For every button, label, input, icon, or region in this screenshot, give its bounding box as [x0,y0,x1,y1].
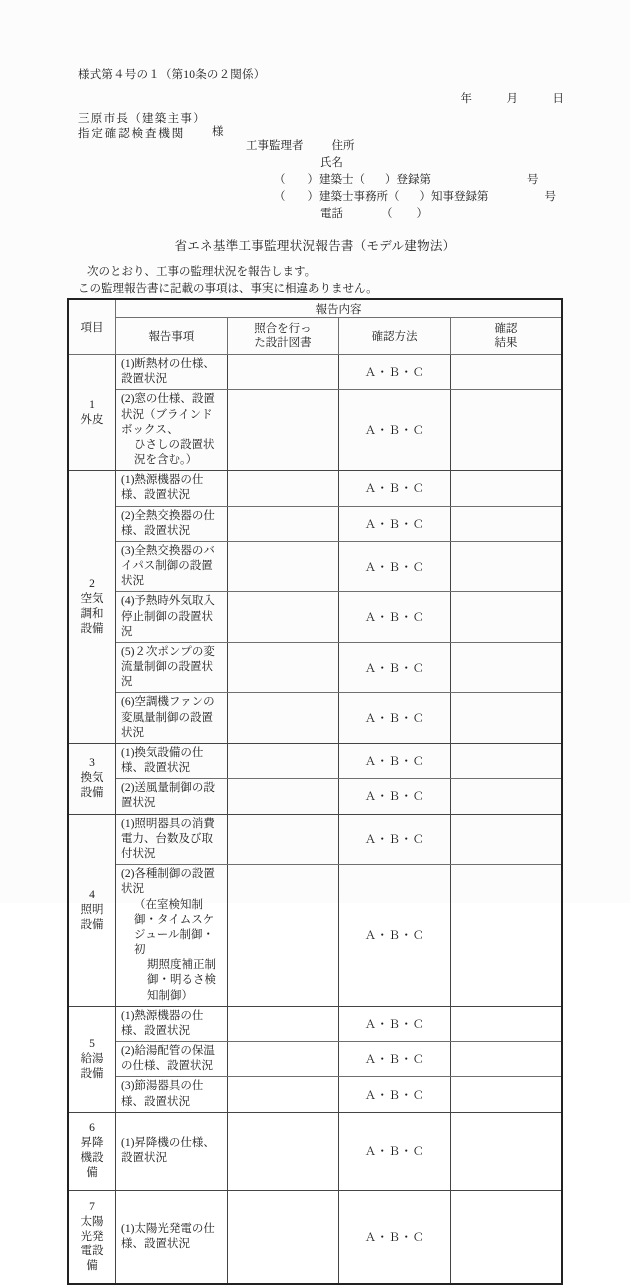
header-design-docs-line2: た設計図書 [254,337,312,349]
design-docs-cell[interactable] [227,1077,339,1112]
design-docs-cell[interactable] [227,743,339,778]
report-matter-line: (2)全熱交換器の仕様、設置状況 [121,509,215,537]
table-header-row-top [68,299,562,318]
office-unit-label: 号 [544,191,556,204]
header-report-matter: 報告事項 [116,318,228,355]
design-docs-cell[interactable] [227,1042,339,1077]
category-label-line: 機設 [80,1152,104,1165]
design-docs-cell[interactable] [227,642,339,693]
report-table-head [68,299,562,355]
report-matter-line: (4)予熱時外気取入停止制御の設置状況 [121,595,215,638]
intro-line-2: この監理報告書に記載の事項は、事実に相違ありません。 [78,282,378,295]
document-title: 省エネ基準工事監理状況報告書（モデル建物法） [174,239,456,253]
check-result-cell[interactable] [450,814,562,865]
report-matter-line: (2)給湯配管の保温の仕様、設置状況 [121,1045,215,1073]
report-matter-cell [116,865,228,1007]
design-docs-cell[interactable] [227,1006,339,1041]
report-matter-cell [116,814,228,865]
table-row [68,743,562,778]
design-docs-cell[interactable] [227,865,339,1007]
report-matter-cell [116,1006,228,1041]
category-cell-4 [68,814,116,1006]
category-cell-7 [68,1190,116,1284]
check-result-cell[interactable] [450,779,562,814]
design-docs-cell[interactable] [227,1112,339,1190]
category-label-line: 照明 [80,903,104,916]
form-number: 様式第４号の１（第10条の２関係） [78,69,266,81]
check-method-cell[interactable]: Ａ・Ｂ・Ｃ [339,541,451,592]
table-row [68,1077,562,1112]
check-result-cell[interactable] [450,1042,562,1077]
addressee-block [78,112,224,142]
category-label-line: 1 [89,398,95,411]
category-label-line: 5 [89,1037,95,1050]
check-result-cell[interactable] [450,1190,562,1284]
supervisor-name-label: 氏名 [320,157,343,170]
license-grade-close-paren: ） [385,174,397,187]
category-cell-2 [68,471,116,744]
category-label-line: 4 [89,888,95,901]
office-label: 建築士事務所 [319,191,388,204]
header-check-result [450,318,562,355]
design-docs-cell[interactable] [227,1190,339,1284]
table-row [68,471,562,506]
check-result-cell[interactable] [450,743,562,778]
report-matter-cell [116,779,228,814]
check-method-cell[interactable]: Ａ・Ｂ・Ｃ [339,814,451,865]
category-label-line: 給湯 [80,1052,104,1065]
category-cell-1 [68,355,116,471]
table-row [68,814,562,865]
report-matter-line: (2)送風量制御の設置状況 [121,782,215,810]
supervisor-address-label: 住所 [331,140,355,152]
license-kenchikushi-label: 建築士 [319,174,354,187]
table-row [68,355,562,390]
header-item: 項目 [68,299,116,355]
date-line [461,90,565,106]
license-unit-label: 号 [527,174,539,187]
check-method-cell[interactable]: Ａ・Ｂ・Ｃ [339,642,451,693]
table-row [68,592,562,643]
office-governor-registration-label: 知事登録第 [431,191,489,204]
category-label-line: 換気 [80,772,104,785]
phone-close-paren: ） [416,208,428,221]
check-result-cell[interactable] [450,693,562,744]
report-matter-cell [116,1112,228,1190]
design-docs-cell[interactable] [227,693,339,744]
report-matter-line: (1)熱源機器の仕様、設置状況 [121,474,204,502]
check-result-cell[interactable] [450,541,562,592]
check-result-cell[interactable] [450,1112,562,1190]
category-label-line: 光発 [80,1230,104,1243]
office-grade-open-paren: （ [388,191,400,204]
category-label-line: 太陽 [80,1215,104,1228]
report-matter-line: (1)照明器具の消費電力、台数及び取付状況 [121,817,215,860]
phone-label: 電話 [320,208,343,221]
design-docs-cell[interactable] [227,541,339,592]
category-cell-5 [68,1006,116,1112]
report-matter-line: (1)太陽光発電の仕様、設置状況 [121,1222,215,1250]
category-label-line: 設備 [80,787,104,800]
category-label-line: 昇降 [80,1137,104,1150]
report-matter-line: (2)窓の仕様、設置状況（ブラインドボックス、 [121,393,215,436]
check-method-cell[interactable]: Ａ・Ｂ・Ｃ [339,779,451,814]
table-row [68,865,562,1007]
intro-paragraph [78,264,378,297]
report-matter-cell [116,693,228,744]
report-table [67,298,563,1285]
report-matter-cell [116,642,228,693]
category-label-line: 設備 [80,1067,104,1080]
supervisor-block [246,138,556,223]
phone-open-paren: （ [381,208,393,221]
report-matter-line: (1)換気設備の仕様、設置状況 [121,746,204,775]
check-result-cell[interactable] [450,390,562,471]
report-matter-line: (3)全熱交換器のバイパス制御の設置状況 [121,544,215,588]
office-grade-close-paren: ） [419,191,431,204]
report-table-body [68,355,562,1285]
category-label-line: 6 [89,1122,95,1135]
report-matter-cell [116,1042,228,1077]
check-result-cell[interactable] [450,355,562,390]
supervisor-license-row [246,172,556,189]
license-close-paren: ） [307,174,319,187]
supervisor-name-row [246,155,556,172]
check-method-cell[interactable]: Ａ・Ｂ・Ｃ [339,506,451,541]
table-row [68,693,562,744]
check-method-cell[interactable]: Ａ・Ｂ・Ｃ [339,355,451,390]
supervisor-address-row [246,138,556,155]
report-matter-line: （在室検知制御・タイムスケジュール制御・初 [134,898,215,957]
category-label-line: 電設 [80,1245,104,1258]
table-header-row-bottom [68,318,562,355]
table-row [68,642,562,693]
category-label-line: 7 [89,1200,95,1213]
report-matter-line: (1)熱源機器の仕様、設置状況 [121,1009,204,1037]
report-matter-cell [116,355,228,390]
license-registration-label: 登録第 [396,174,431,187]
design-docs-cell[interactable] [227,592,339,643]
supervisor-office-row [246,189,556,206]
addressee-line-agency: 指定確認検査機関 [78,128,186,141]
header-design-docs-line1: 照合を行っ [254,322,312,335]
license-grade-open-paren: （ [353,174,365,187]
header-check-result-line2: 結果 [494,337,518,349]
header-design-docs [227,318,339,355]
addressee-lines [78,112,206,142]
check-result-cell[interactable] [450,471,562,506]
category-label-line: 外皮 [80,413,104,426]
design-docs-cell[interactable] [227,779,339,814]
category-label-line: 備 [86,1167,98,1180]
category-label-line: 2 [89,578,95,591]
date-day-label: 日 [552,93,564,105]
report-matter-cell [116,1190,228,1284]
check-result-cell[interactable] [450,642,562,693]
design-docs-cell[interactable] [227,814,339,865]
check-method-cell[interactable]: Ａ・Ｂ・Ｃ [339,1112,451,1190]
report-matter-cell [116,1077,228,1112]
report-matter-cell [116,506,228,541]
report-matter-line: (5)２次ポンプの変流量制御の設置状況 [121,645,215,689]
license-open-paren: （ [274,174,286,187]
report-matter-line: (1)昇降機の仕様、設置状況 [121,1137,215,1165]
check-result-cell[interactable] [450,1077,562,1112]
check-method-cell[interactable]: Ａ・Ｂ・Ｃ [339,592,451,643]
report-matter-cell [116,743,228,778]
table-row [68,390,562,471]
table-row [68,506,562,541]
office-close-paren: ） [307,191,319,204]
addressee-honorific: 様 [212,125,224,138]
check-result-cell[interactable] [450,865,562,1007]
design-docs-cell[interactable] [227,390,339,471]
table-row [68,1190,562,1284]
supervisor-phone-row [246,206,556,223]
header-check-method: 確認方法 [339,318,451,355]
category-label-line: 設備 [80,623,104,636]
category-label-line: 設備 [80,918,104,931]
category-label-line: 備 [86,1260,98,1273]
report-matter-line: ひさしの設置状況を含む。） [134,438,215,467]
check-method-cell[interactable]: Ａ・Ｂ・Ｃ [339,1042,451,1077]
check-method-cell[interactable]: Ａ・Ｂ・Ｃ [339,865,451,1007]
report-matter-line: (1)断熱材の仕様、設置状況 [121,358,215,386]
date-year-label: 年 [460,93,472,105]
header-check-result-line1: 確認 [494,322,518,335]
category-label-line: 空気 [80,593,104,606]
table-row [68,779,562,814]
report-matter-cell [116,390,228,471]
header-report-content: 報告内容 [116,299,563,318]
check-result-cell[interactable] [450,1006,562,1041]
check-result-cell[interactable] [450,592,562,643]
design-docs-cell[interactable] [227,471,339,506]
check-method-cell[interactable]: Ａ・Ｂ・Ｃ [339,743,451,778]
check-method-cell[interactable]: Ａ・Ｂ・Ｃ [339,1190,451,1284]
report-matter-cell [116,541,228,592]
check-method-cell[interactable]: Ａ・Ｂ・Ｃ [339,471,451,506]
table-row [68,1042,562,1077]
check-method-cell[interactable]: Ａ・Ｂ・Ｃ [339,1006,451,1041]
table-row [68,1112,562,1190]
addressee-line-mayor: 三原市長（建築主事） [78,113,206,125]
report-matter-line: 期照度補正制御・明るさ検知制御） [147,959,216,1002]
check-method-cell[interactable]: Ａ・Ｂ・Ｃ [339,1077,451,1112]
office-open-paren: （ [274,191,286,204]
report-matter-cell [116,592,228,643]
category-label-line: 3 [89,757,95,770]
report-matter-line: (3)節湯器具の仕様、設置状況 [121,1080,204,1108]
check-method-cell[interactable]: Ａ・Ｂ・Ｃ [339,390,451,471]
category-label-line: 調和 [80,608,104,621]
supervisor-title: 工事監理者 [246,140,304,152]
design-docs-cell[interactable] [227,506,339,541]
table-row [68,541,562,592]
report-matter-cell [116,471,228,506]
category-cell-6 [68,1112,116,1190]
table-row [68,1006,562,1041]
intro-line-1: 次のとおり、工事の監理状況を報告します。 [87,266,317,278]
category-cell-3 [68,743,116,814]
design-docs-cell[interactable] [227,355,339,390]
report-matter-line: (2)各種制御の設置状況 [121,868,215,896]
report-matter-line: (6)空調機ファンの変風量制御の設置状況 [121,696,215,739]
date-month-label: 月 [506,93,518,105]
check-result-cell[interactable] [450,506,562,541]
check-method-cell[interactable]: Ａ・Ｂ・Ｃ [339,693,451,744]
